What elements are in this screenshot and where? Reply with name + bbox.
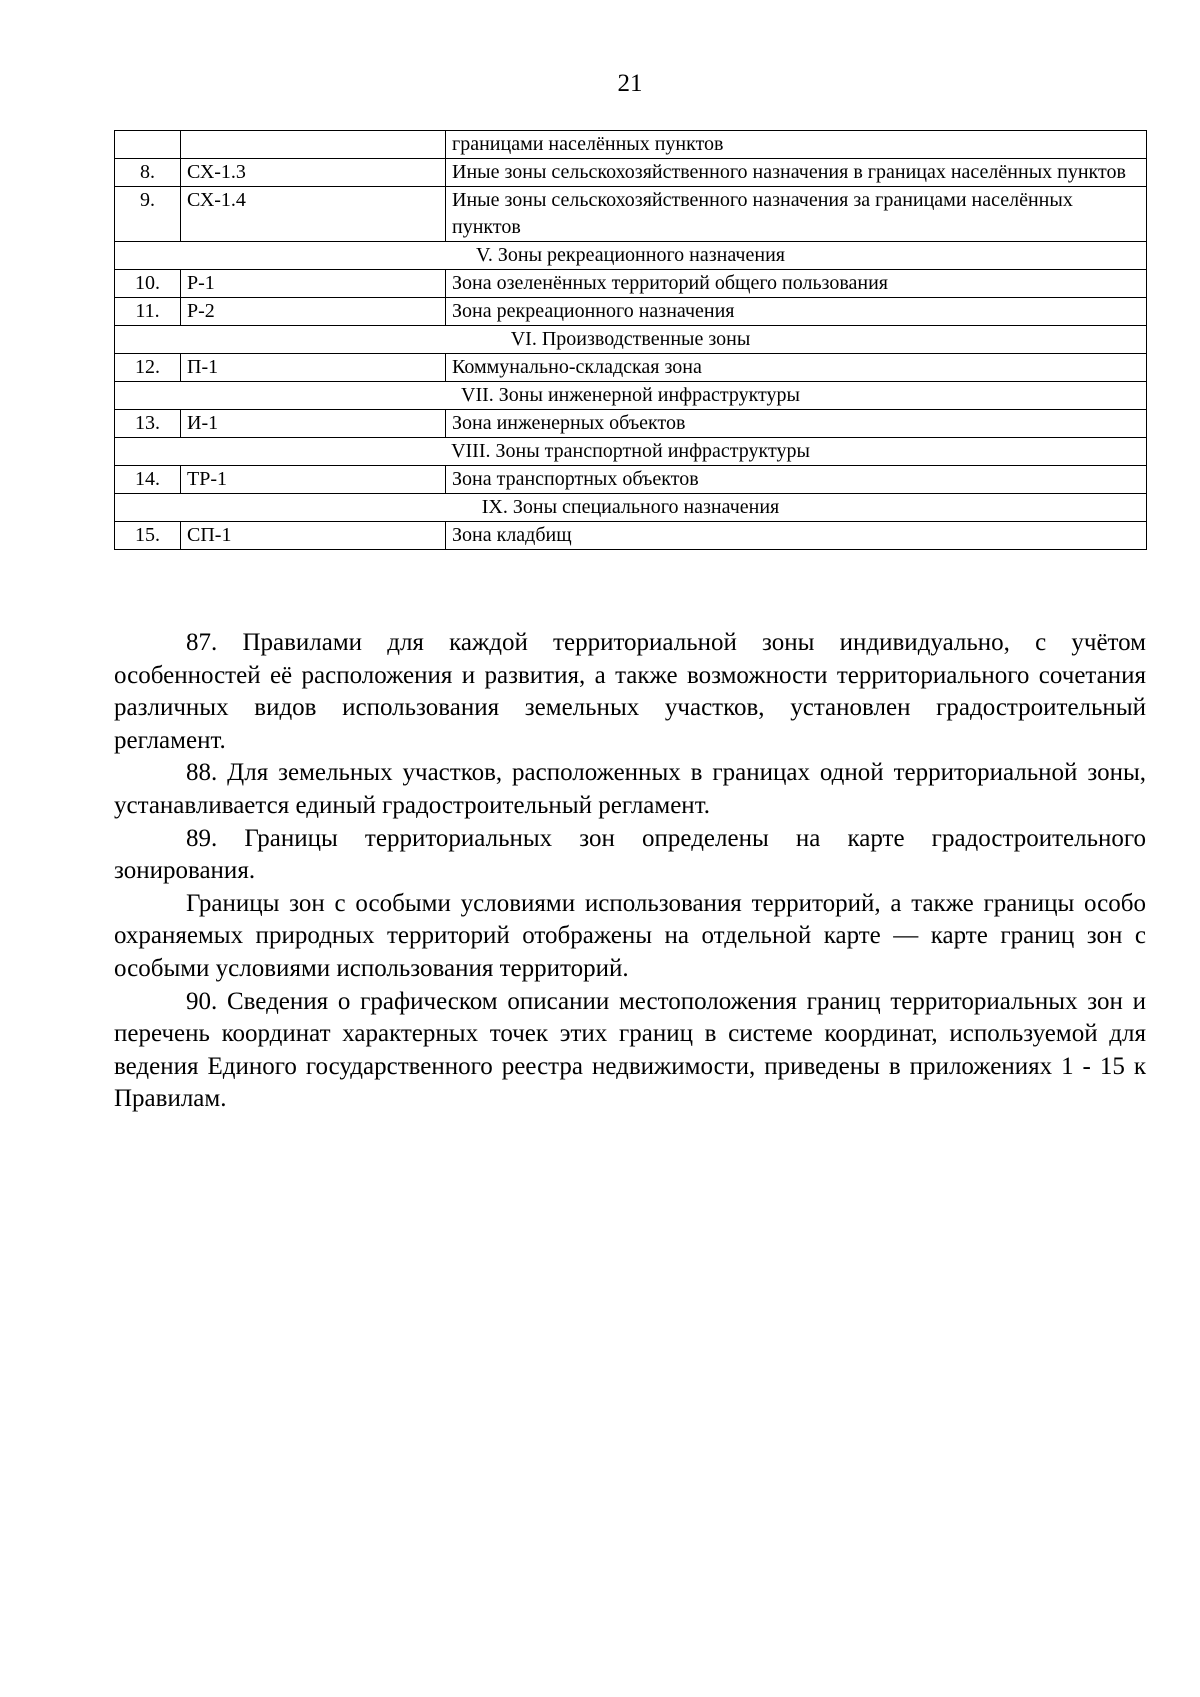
row-number: 13. xyxy=(115,410,181,438)
table-row xyxy=(115,270,1147,298)
row-number: 14. xyxy=(115,466,181,494)
table-row xyxy=(115,522,1147,550)
row-number: 15. xyxy=(115,522,181,550)
table-section-row xyxy=(115,438,1147,466)
row-number: 12. xyxy=(115,354,181,382)
row-number: 10. xyxy=(115,270,181,298)
table-row xyxy=(115,159,1147,187)
zones-table-body xyxy=(115,131,1147,550)
zone-name: Зона транспортных объектов xyxy=(446,466,1147,494)
paragraph: 89. Границы территориальных зон определены на карте градостроительного зонирования. xyxy=(114,824,1146,885)
table-section-row xyxy=(115,326,1147,354)
zone-name: Иные зоны сельскохозяйственного назначения за границами населённых пунктов xyxy=(446,187,1147,242)
table-section-row xyxy=(115,242,1147,270)
table-section-row xyxy=(115,494,1147,522)
zone-code: СХ-1.4 xyxy=(181,187,446,242)
paragraph: 90. Сведения о графическом описании местоположения границ территориальных зон и перечень координат характерных точек этих границ в системе координат, используемой для ведения Единого государственного реестра недвижимости, приведены в приложениях 1 - 15 к Правилам. xyxy=(114,987,1146,1113)
table-row xyxy=(115,466,1147,494)
zone-name: Зона инженерных объектов xyxy=(446,410,1147,438)
zone-name: Коммунально-складская зона xyxy=(446,354,1147,382)
section-title: VI. Производственные зоны xyxy=(115,326,1147,354)
zone-code: СХ-1.3 xyxy=(181,159,446,187)
zone-code: ТР-1 xyxy=(181,466,446,494)
section-title: V. Зоны рекреационного назначения xyxy=(115,242,1147,270)
zone-code: Р-1 xyxy=(181,270,446,298)
table-row xyxy=(115,131,1147,159)
section-title: VIII. Зоны транспортной инфраструктуры xyxy=(115,438,1147,466)
row-number: 8. xyxy=(115,159,181,187)
page-number: 21 xyxy=(617,70,643,97)
row-number: 9. xyxy=(115,187,181,242)
zone-code: П-1 xyxy=(181,354,446,382)
table-section-row xyxy=(115,382,1147,410)
row-number xyxy=(115,131,181,159)
section-title: VII. Зоны инженерной инфраструктуры xyxy=(115,382,1147,410)
zone-name: Зона рекреационного назначения xyxy=(446,298,1147,326)
row-number: 11. xyxy=(115,298,181,326)
zones-table xyxy=(114,130,1147,550)
zone-name: Зона озеленённых территорий общего пользования xyxy=(446,270,1147,298)
paragraph: 88. Для земельных участков, расположенных в границах одной территориальной зоны, устанавливается единый градостроительный регламент. xyxy=(114,759,1146,819)
table-row xyxy=(115,187,1147,242)
zone-code: И-1 xyxy=(181,410,446,438)
table-row xyxy=(115,410,1147,438)
table-row xyxy=(115,354,1147,382)
zone-name: Зона кладбищ xyxy=(446,522,1147,550)
zone-code: Р-2 xyxy=(181,298,446,326)
paragraph: 87. Правилами для каждой территориальной зоны индивидуально, с учётом особенностей её расположения и развития, а также возможности территориального сочетания различных видов использования земельных участков, установлен градостроительный регламент. xyxy=(114,629,1146,754)
zone-name: границами населённых пунктов xyxy=(446,131,1147,159)
paragraph: Границы зон с особыми условиями использования территорий, а также границы особо охраняемых природных территорий отображены на отдельной карте — карте границ зон с особыми условиями использования территорий. xyxy=(114,889,1146,982)
table-row xyxy=(115,298,1147,326)
zone-code: СП-1 xyxy=(181,522,446,550)
zone-name: Иные зоны сельскохозяйственного назначения в границах населённых пунктов xyxy=(446,159,1147,187)
body-text xyxy=(114,627,1146,1116)
section-title: IX. Зоны специального назначения xyxy=(115,494,1147,522)
zone-code xyxy=(181,131,446,159)
